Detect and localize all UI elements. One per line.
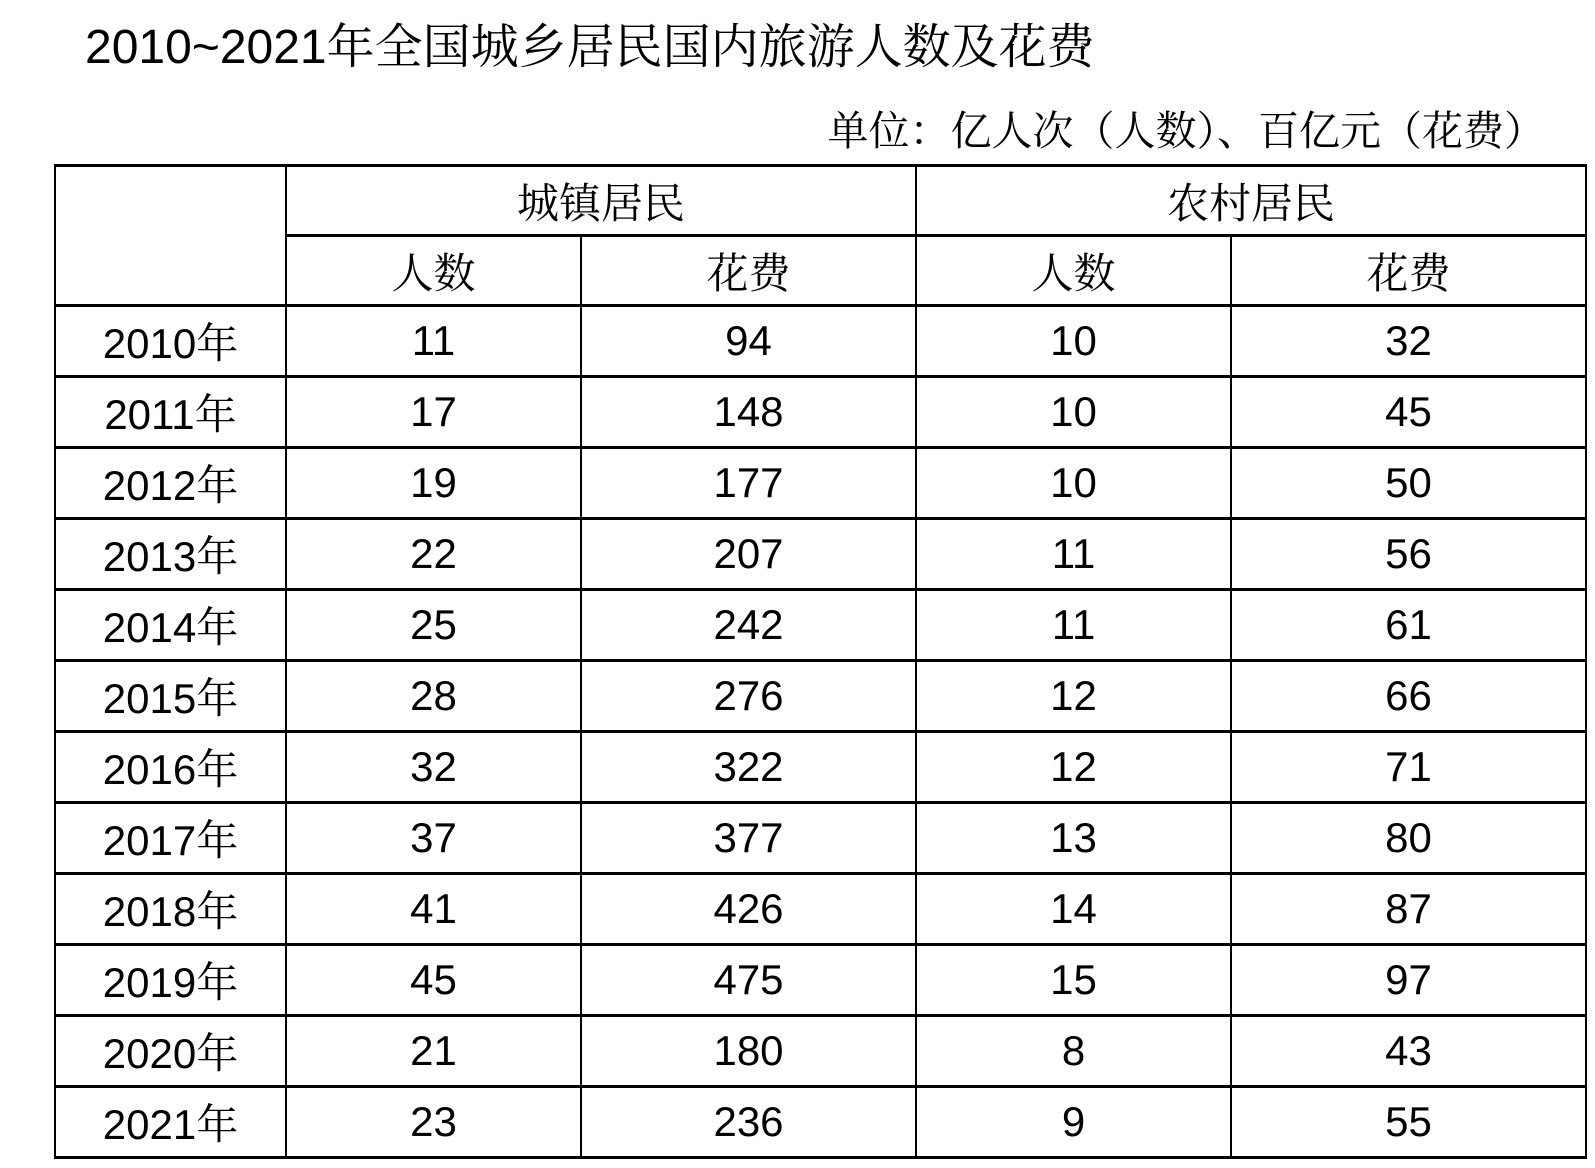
tourism-data-table [54,164,1587,1159]
rural-spend-cell: 61 [1231,590,1586,661]
urban-spend-cell: 94 [581,306,916,377]
urban-spend-cell: 148 [581,377,916,448]
urban-count-cell: 32 [286,732,581,803]
urban-spend-cell: 322 [581,732,916,803]
year-cell: 2019年 [55,945,286,1016]
rural-count-cell: 11 [916,590,1231,661]
rural-spend-cell: 55 [1231,1087,1586,1158]
year-cell: 2015年 [55,661,286,732]
unit-note: 单位：亿人次（人数）、百亿元（花费） [827,108,1545,154]
sub-header-urban-count: 人数 [286,236,581,306]
urban-count-cell: 19 [286,448,581,519]
urban-count-cell: 21 [286,1016,581,1087]
rural-spend-cell: 80 [1231,803,1586,874]
year-cell: 2012年 [55,448,286,519]
rural-spend-cell: 71 [1231,732,1586,803]
table-row [55,1087,1586,1158]
sub-header-rural-count: 人数 [916,236,1231,306]
table-row [55,874,1586,945]
urban-spend-cell: 377 [581,803,916,874]
rural-count-cell: 10 [916,306,1231,377]
urban-spend-cell: 236 [581,1087,916,1158]
rural-count-cell: 10 [916,377,1231,448]
group-header-rural: 农村居民 [916,166,1586,236]
table-row [55,306,1586,377]
rural-spend-cell: 50 [1231,448,1586,519]
urban-spend-cell: 475 [581,945,916,1016]
corner-cell [55,166,286,306]
year-cell: 2014年 [55,590,286,661]
table-row [55,1016,1586,1087]
rural-count-cell: 12 [916,732,1231,803]
rural-count-cell: 13 [916,803,1231,874]
urban-spend-cell: 180 [581,1016,916,1087]
rural-count-cell: 8 [916,1016,1231,1087]
year-cell: 2010年 [55,306,286,377]
year-cell: 2016年 [55,732,286,803]
urban-spend-cell: 207 [581,519,916,590]
urban-count-cell: 17 [286,377,581,448]
year-cell: 2018年 [55,874,286,945]
rural-spend-cell: 32 [1231,306,1586,377]
rural-count-cell: 14 [916,874,1231,945]
urban-spend-cell: 177 [581,448,916,519]
table-row [55,377,1586,448]
urban-spend-cell: 426 [581,874,916,945]
year-cell: 2013年 [55,519,286,590]
rural-spend-cell: 43 [1231,1016,1586,1087]
rural-count-cell: 12 [916,661,1231,732]
rural-spend-cell: 45 [1231,377,1586,448]
urban-count-cell: 25 [286,590,581,661]
page-title: 2010~2021年全国城乡居民国内旅游人数及花费 [85,21,1095,74]
table-row [55,448,1586,519]
year-cell: 2011年 [55,377,286,448]
table-row [55,732,1586,803]
table-row [55,945,1586,1016]
urban-count-cell: 41 [286,874,581,945]
table-row [55,519,1586,590]
rural-spend-cell: 66 [1231,661,1586,732]
urban-count-cell: 22 [286,519,581,590]
urban-count-cell: 23 [286,1087,581,1158]
urban-spend-cell: 242 [581,590,916,661]
sub-header-rural-spend: 花费 [1231,236,1586,306]
rural-count-cell: 9 [916,1087,1231,1158]
table-row [55,803,1586,874]
rural-spend-cell: 87 [1231,874,1586,945]
urban-count-cell: 11 [286,306,581,377]
urban-count-cell: 28 [286,661,581,732]
group-header-row [55,166,1586,236]
urban-count-cell: 45 [286,945,581,1016]
rural-spend-cell: 97 [1231,945,1586,1016]
group-header-urban: 城镇居民 [286,166,916,236]
urban-spend-cell: 276 [581,661,916,732]
rural-count-cell: 11 [916,519,1231,590]
table-row [55,661,1586,732]
year-cell: 2021年 [55,1087,286,1158]
year-cell: 2017年 [55,803,286,874]
sub-header-urban-spend: 花费 [581,236,916,306]
rural-spend-cell: 56 [1231,519,1586,590]
rural-count-cell: 10 [916,448,1231,519]
rural-count-cell: 15 [916,945,1231,1016]
urban-count-cell: 37 [286,803,581,874]
year-cell: 2020年 [55,1016,286,1087]
table-row [55,590,1586,661]
